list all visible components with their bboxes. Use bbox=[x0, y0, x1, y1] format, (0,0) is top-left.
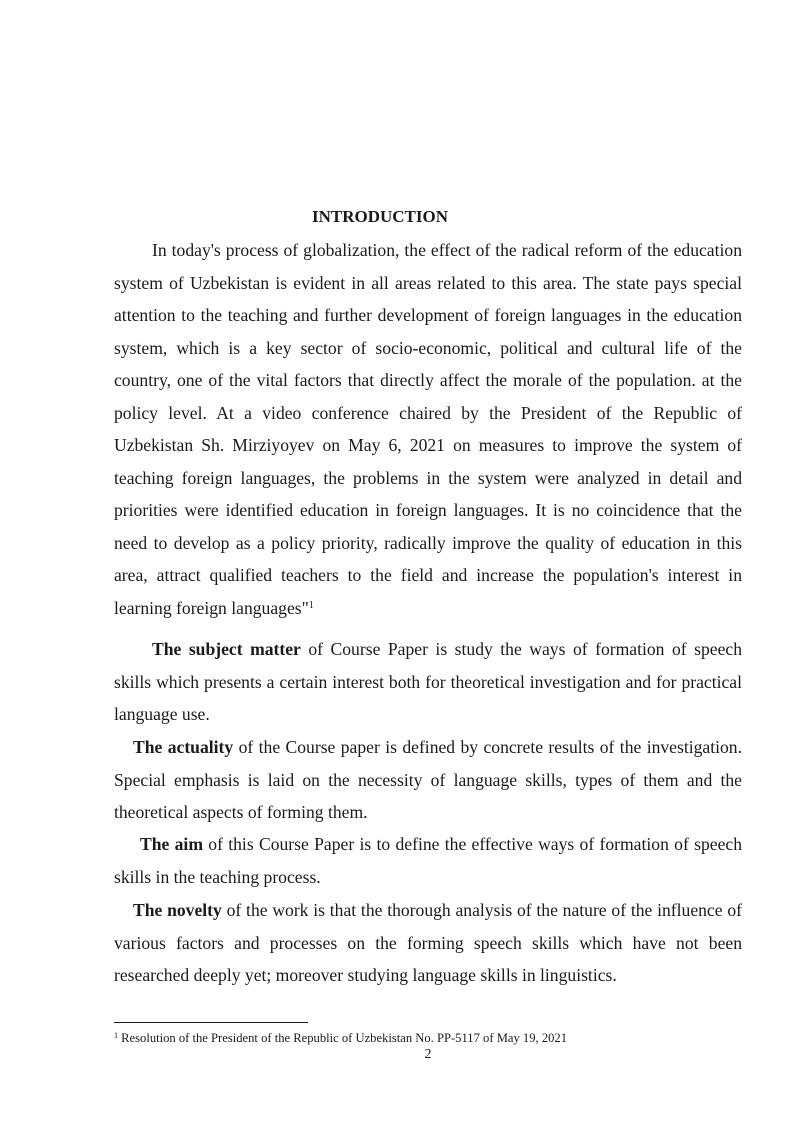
subject-matter-text: of Course Paper is study the ways of formation of speech skills which presents a certain interest both for theoretical investigation and for practical language use. bbox=[114, 639, 742, 724]
novelty-text: of the work is that the thorough analysis of the nature of the influence of various factors and processes on the forming speech skills which have not been researched deeply yet; moreover studying language skills in linguistics. bbox=[114, 900, 742, 985]
novelty-label: The novelty bbox=[133, 900, 222, 920]
actuality-text: of the Course paper is defined by concrete results of the investigation. Special emphasis is laid on the necessity of language skills, types of them and the theoretical aspects of forming them. bbox=[114, 737, 742, 822]
novelty-paragraph bbox=[114, 894, 742, 992]
actuality-paragraph bbox=[114, 731, 742, 829]
footnote-reference: 1 bbox=[308, 599, 314, 611]
footnote-marker: 1 bbox=[114, 1031, 118, 1040]
footnote-text: Resolution of the President of the Republic of Uzbekistan No. PP-5117 of May 19, 2021 bbox=[118, 1031, 568, 1045]
subject-matter-label: The subject matter bbox=[152, 639, 301, 659]
aim-paragraph bbox=[114, 828, 742, 893]
intro-paragraph-text: In today's process of globalization, the effect of the radical reform of the education system of Uzbekistan is evident in all areas related to this area. The state pays special attention to the teaching and further development of foreign languages in the education system, which is a key sector of socio-economic, political and cultural life of the country, one of the vital factors that directly affect the morale of the population. at the policy level. At a video conference chaired by the President of the Republic of Uzbekistan Sh. Mirziyoyev on May 6, 2021 on measures to improve the system of teaching foreign languages, the problems in the system were analyzed in detail and priorities were identified education in foreign languages. It is no coincidence that the need to develop as a policy priority, radically improve the quality of education in this area, attract qualified teachers to the field and increase the population's interest in learning foreign languages" bbox=[114, 240, 742, 618]
intro-paragraph bbox=[114, 234, 742, 624]
actuality-label: The actuality bbox=[133, 737, 234, 757]
footnote-divider bbox=[114, 1022, 308, 1023]
aim-text: of this Course Paper is to define the effective ways of formation of speech skills in the teaching process. bbox=[114, 834, 742, 887]
footnote bbox=[114, 1030, 567, 1046]
subject-matter-paragraph bbox=[114, 633, 742, 731]
aim-label: The aim bbox=[140, 834, 203, 854]
section-heading: INTRODUCTION bbox=[311, 207, 449, 226]
page-number: 2 bbox=[424, 1047, 432, 1062]
